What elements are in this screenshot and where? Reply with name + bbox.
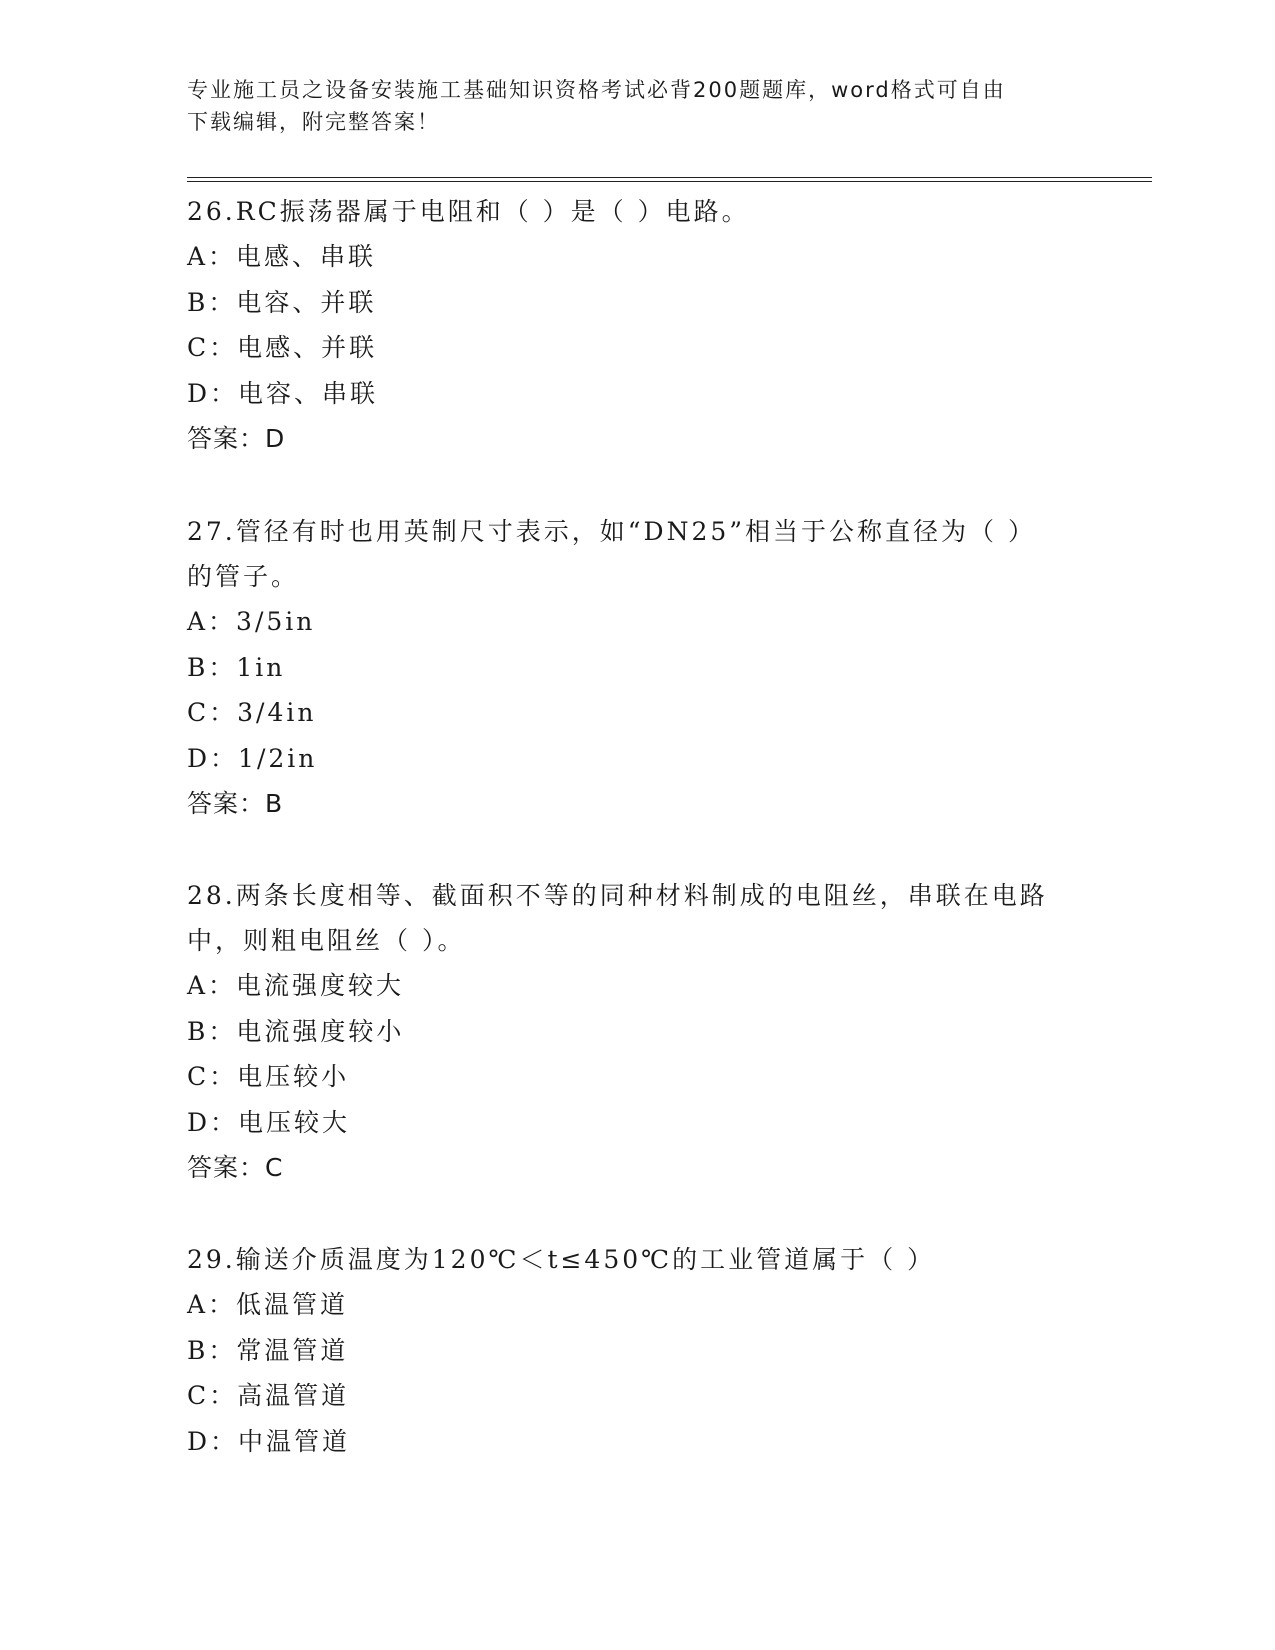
header-divider-top bbox=[187, 177, 1152, 178]
option-c: C：3/4in bbox=[187, 698, 317, 727]
question-29 bbox=[187, 1237, 1087, 1464]
question-stem: 28.两条长度相等、截面积不等的同种材料制成的电阻丝，串联在电路 bbox=[187, 881, 1048, 910]
header-line-2: 下载编辑，附完整答案！ bbox=[187, 110, 440, 134]
question-26 bbox=[187, 189, 1087, 462]
header-divider-bottom bbox=[187, 181, 1152, 182]
answer: 答案：C bbox=[187, 1153, 284, 1182]
option-b: B：电流强度较小 bbox=[187, 1016, 405, 1046]
question-28 bbox=[187, 873, 1087, 1191]
answer: 答案：D bbox=[187, 424, 286, 453]
question-stem-continued: 中，则粗电阻丝（ ）。 bbox=[187, 926, 466, 955]
question-stem-continued: 的管子。 bbox=[187, 562, 300, 591]
option-c: C：电压较小 bbox=[187, 1062, 350, 1091]
option-a: A：电感、串联 bbox=[187, 242, 377, 271]
question-stem: 29.输送介质温度为120℃＜t≤450℃的工业管道属于（ ） bbox=[187, 1245, 936, 1274]
answer: 答案：B bbox=[187, 789, 284, 818]
question-stem: 27.管径有时也用英制尺寸表示，如“DN25”相当于公称直径为（ ） bbox=[187, 517, 1036, 546]
option-c: C：高温管道 bbox=[187, 1381, 350, 1410]
option-d: D：电容、串联 bbox=[187, 378, 379, 408]
option-d: D：中温管道 bbox=[187, 1426, 351, 1456]
option-d: D：1/2in bbox=[187, 743, 318, 773]
option-b: B：1in bbox=[187, 652, 286, 682]
option-d: D：电压较大 bbox=[187, 1107, 351, 1137]
option-b: B：常温管道 bbox=[187, 1335, 349, 1365]
document-header bbox=[187, 74, 1067, 138]
question-27 bbox=[187, 509, 1087, 827]
option-a: A：3/5in bbox=[187, 607, 316, 636]
option-a: A：低温管道 bbox=[187, 1290, 349, 1319]
header-line-1: 专业施工员之设备安装施工基础知识资格考试必背200题题库，word格式可自由 bbox=[187, 78, 1006, 102]
option-b: B：电容、并联 bbox=[187, 287, 377, 317]
question-stem: 26.RC振荡器属于电阻和（ ）是（ ）电路。 bbox=[187, 197, 750, 226]
option-a: A：电流强度较大 bbox=[187, 971, 405, 1000]
option-c: C：电感、并联 bbox=[187, 333, 378, 362]
